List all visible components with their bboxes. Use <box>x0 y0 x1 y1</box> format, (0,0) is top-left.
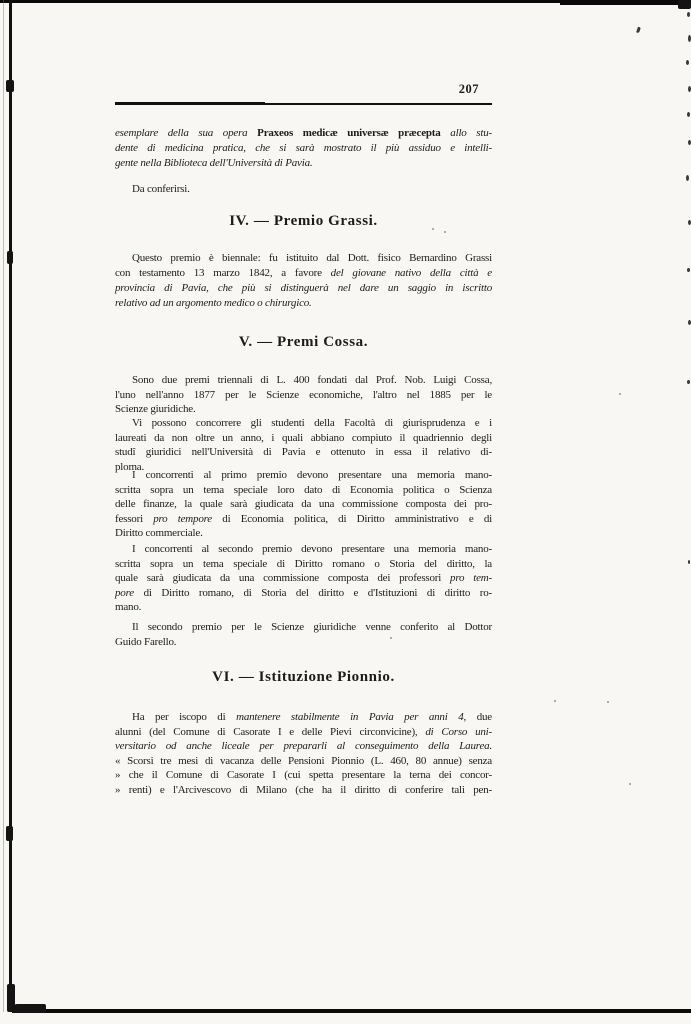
paper-speck <box>607 701 609 703</box>
top-right-corner-blob <box>678 0 691 9</box>
text-line: « Scorsi tre mesi di vacanza delle Pensioni Pionnio (L. 460, 80 annue) senza <box>115 754 492 767</box>
header-rule <box>115 103 492 105</box>
ink-speck <box>686 60 689 65</box>
ink-speck <box>636 27 641 34</box>
text-line: delle finanze, la quale sarà giudicata da una commissione composta dei pro- <box>115 498 492 510</box>
ink-speck <box>687 112 690 117</box>
ink-speck <box>686 175 689 181</box>
text-line: Guido Farello. <box>115 635 177 648</box>
bottom-corner-blob <box>12 1004 46 1013</box>
text-line: gente nella Biblioteca dell'Università di Pavia. <box>115 157 313 169</box>
paper-speck <box>629 783 631 785</box>
text-line: scritta sopra un tema speciale loro dato di Economia politica o Scienza <box>115 483 492 496</box>
page-number: 207 <box>458 82 479 96</box>
text-line: relativo ad un argomento medico o chirurgico. <box>115 297 312 309</box>
text-line: provincia di Pavia, che più si distinguerà nel dare un saggio in iscritto <box>115 282 492 294</box>
text-line: pore di Diritto romano, di Storia del diritto e d'Istituzioni di diritto ro- <box>115 586 492 599</box>
scan-edge-left-faint <box>3 0 4 1012</box>
text-line: l'uno nell'anno 1877 per le Scienze economiche, l'altro nel 1885 per le <box>115 388 492 401</box>
binding-ink-blob <box>6 80 14 92</box>
paragraph-cossa-intro <box>115 373 492 417</box>
ink-speck <box>687 12 690 17</box>
text-line: quale sarà giudicata da una commissione composta dei professori pro tem- <box>115 572 492 584</box>
ink-speck <box>687 268 690 272</box>
text-line: Diritto commerciale. <box>115 527 203 539</box>
text-line: Il secondo premio per le Scienze giuridiche venne conferito al Dottor <box>132 621 492 633</box>
scan-edge-top-right <box>560 0 691 5</box>
text-line: ploma. <box>115 460 145 473</box>
section-heading-v-premi-cossa: V. — Premi Cossa. <box>238 334 369 350</box>
text-line: esemplare della sua opera Praxeos medicæ universæ præcepta allo stu- <box>115 127 492 139</box>
text-line: Ha per iscopo di mantenere stabilmente in Pavia per anni 4, due <box>132 711 492 723</box>
scan-edge-bottom <box>12 1009 691 1013</box>
scan-edge-left-binding <box>9 0 12 1012</box>
text-line: mano. <box>115 601 142 613</box>
text-line: Questo premio è biennale: fu istituito dal Dott. fisico Bernardino Grassi <box>132 252 492 264</box>
paragraph-cossa-eligibility <box>115 416 492 474</box>
text-line: Vi possono concorrere gli studenti della Facoltà di giurisprudenza e i <box>132 417 492 429</box>
paragraph-continuation <box>115 126 492 171</box>
text-line: Sono due premi triennali di L. 400 fondati dal Prof. Nob. Luigi Cossa, <box>132 374 492 386</box>
text-line: fessori pro tempore di Economia politica, di Diritto amministrativo e di <box>115 512 492 525</box>
paper-speck <box>554 700 556 702</box>
paragraph-pionnio <box>115 710 492 797</box>
paragraph-premio-grassi <box>115 251 492 311</box>
text-line: Scienze giuridiche. <box>115 403 196 415</box>
paragraph-cossa-second-prize <box>115 542 492 615</box>
ink-speck <box>687 380 690 384</box>
text-line: I concorrenti al secondo premio devono presentare una memoria mano- <box>132 543 492 555</box>
paper-speck <box>444 231 446 233</box>
text-line: studî giuridici nell'Università di Pavia e ottenuto in essa il relativo di- <box>115 446 492 458</box>
paragraph-da-conferirsi <box>115 182 492 197</box>
section-heading-vi-istituzione-pionnio: VI. — Istituzione Pionnio. <box>212 669 395 685</box>
paragraph-cossa-award <box>115 620 492 649</box>
ink-speck <box>688 560 690 564</box>
text-line: versitario od anche liceale per prepararli al conseguimento della Laurea. <box>115 740 492 752</box>
text-line: con testamento 13 marzo 1842, a favore del giovane nativo della città e <box>115 267 492 279</box>
paragraph-cossa-first-prize <box>115 468 492 541</box>
text-line: dente di medicina pratica, che si sarà mostrato il più assiduo e intelli- <box>115 142 492 154</box>
text-line: alunni (del Comune di Casorate I e delle Pievi circonvicine), di Corso uni- <box>115 725 493 738</box>
binding-ink-blob <box>7 251 13 264</box>
paper-speck <box>619 393 621 395</box>
section-heading-iv-premio-grassi: IV. — Premio Grassi. <box>229 213 378 229</box>
text-line: laureati da non oltre un anno, i quali abbiano compiuto il quadriennio degli <box>115 431 492 444</box>
text-line: scritta sopra un tema speciale di Diritto romano o Storia del diritto, la <box>115 557 492 570</box>
text-line: » renti) e l'Arcivescovo di Milano (che ha il diritto di conferire tali pen- <box>115 783 492 796</box>
text-line: » che il Comune di Casorate I (cui spetta presentare la terna dei concor- <box>115 769 492 781</box>
text-line: Da conferirsi. <box>132 183 190 195</box>
binding-ink-blob <box>6 826 13 841</box>
text-line: I concorrenti al primo premio devono presentare una memoria mano- <box>132 469 492 481</box>
